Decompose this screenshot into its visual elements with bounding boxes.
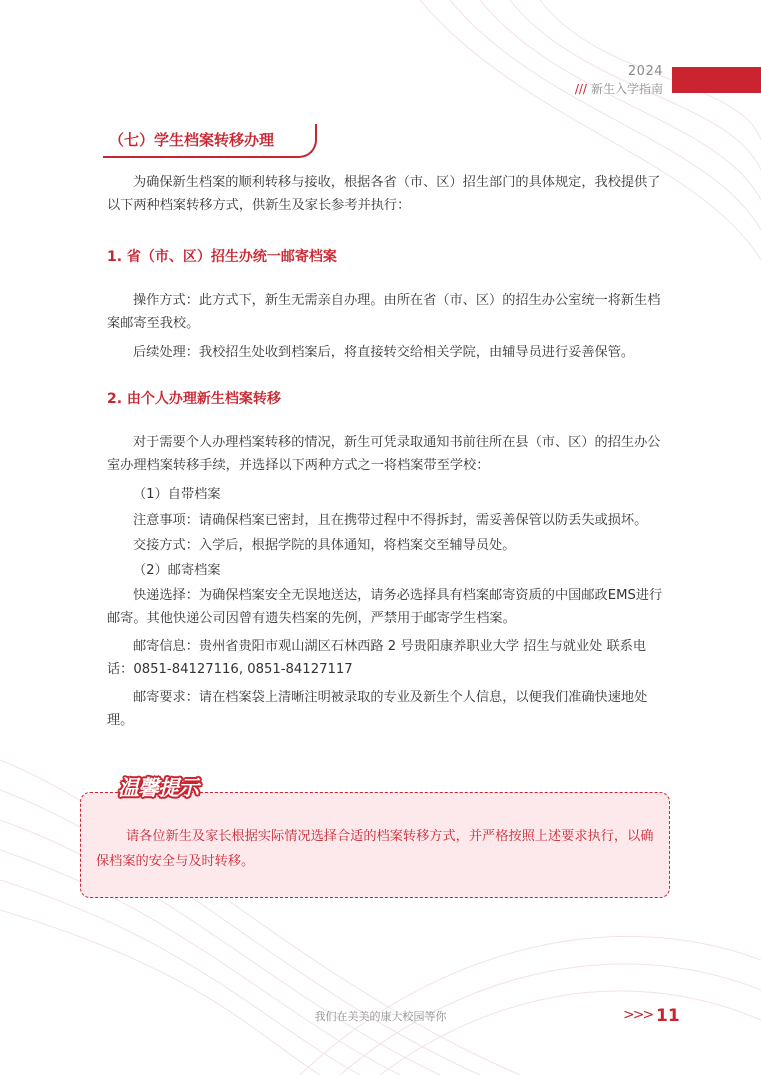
footer-slogan: 我们在美美的康大校园等你 [314,1010,447,1023]
method2-intro: 对于需要个人办理档案转移的情况，新生可凭录取通知书前往所在县（市、区）的招生办公室办理档案转移手续，并选择以下两种方式之一将档案带至学校： [107,435,661,473]
method2-sub2-heading: （2）邮寄档案 [133,563,221,578]
header-subtitle [575,80,663,97]
header-year: 2024 [627,64,663,79]
method2-express: 快递选择：为确保档案安全无误地送达，请务必选择具有档案邮寄资质的中国邮政EMS进行邮寄。其他快递公司因曾有遗失档案的先例，严禁用于邮寄学生档案。 [107,588,663,626]
method2-sub1-heading: （1）自带档案 [133,487,221,502]
method2-requirement: 邮寄要求：请在档案袋上清晰注明被录取的专业及新生个人信息，以便我们准确快速地处理。 [107,690,648,728]
method1-heading: 1. 省（市、区）招生办统一邮寄档案 [107,249,337,265]
method1-followup: 后续处理：我校招生处收到档案后，将直接转交给相关学院，由辅导员进行妥善保管。 [133,345,635,360]
method1-operation: 操作方式：此方式下，新生无需亲自办理。由所在省（市、区）的招生办公室统一将新生档案邮寄至我校。 [107,293,661,331]
reminder-title: 温馨提示 [118,775,198,800]
reminder-text: 请各位新生及家长根据实际情况选择合适的档案转移方式，并严格按照上述要求执行，以确保档案的安全与及时转移。 [96,829,654,869]
header-slashes: /// [574,82,587,96]
section-title-frame [103,124,317,158]
method2-heading: 2. 由个人办理新生档案转移 [107,391,281,407]
header-accent-bar [672,67,761,93]
header-subtitle-text: 新生入学指南 [590,82,663,96]
section-title: （七）学生档案转移办理 [109,131,275,149]
method2-address: 邮寄信息：贵州省贵阳市观山湖区石林西路 2 号贵阳康养职业大学 招生与就业处 联系电话：0851-84127116, 0851-84127117 [107,639,647,677]
footer-arrows-icon: >>> [623,1007,653,1023]
page-number: 11 [656,1006,680,1026]
method2-handover: 交接方式：入学后，根据学院的具体通知，将档案交至辅导员处。 [133,538,516,553]
method2-note: 注意事项：请确保档案已密封，且在携带过程中不得拆封，需妥善保管以防丢失或损坏。 [133,513,648,528]
intro-paragraph: 为确保新生档案的顺利转移与接收，根据各省（市、区）招生部门的具体规定，我校提供了以下两种档案转移方式，供新生及家长参考并执行： [107,175,661,213]
